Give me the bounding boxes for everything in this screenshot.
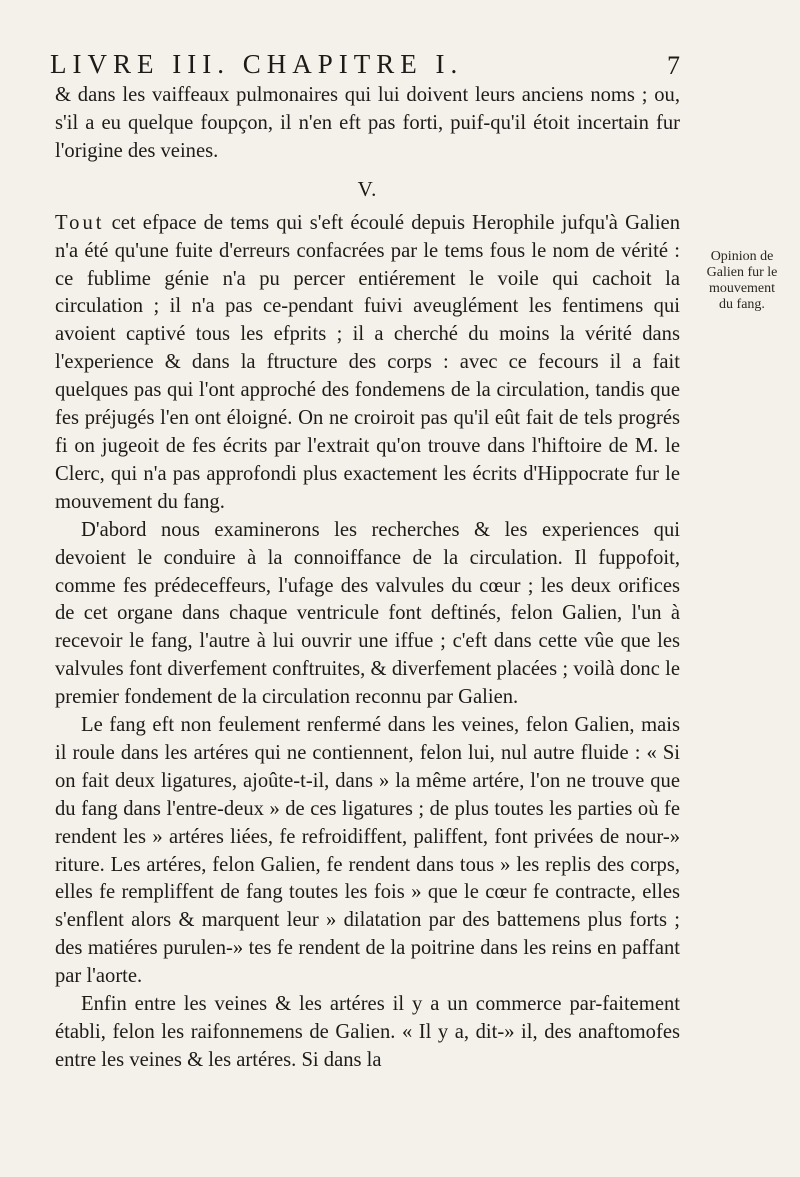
running-head: [50, 44, 680, 84]
paragraph-lead-word: Tout: [55, 211, 105, 234]
marginal-note-line: Galien fur le: [706, 265, 778, 280]
body-text: [55, 82, 680, 1075]
paragraph-section-v-text: cet efpace de tems qui s'eft écoulé depuis Herophile jufqu'à Galien n'a été qu'une fuite d'erreurs confacrées par le tems fous le nom de vérité : ce fublime génie n'a pu percer entiérement le voile qui cachoit la circulation ; il n'a pas ce-pendant fuivi aveuglément les fentimens qui avoient captivé tous les efprits ; il a cherché du moins la vérité dans l'experience & dans la ftructure des corps : avec ce fecours il a fait quelques pas qui l'ont approché des fondemens de la circulation, tandis que fes préjugés l'en ont éloigné. On ne croiroit pas qu'il eût fait de tels progrés fi on jugeoit de fes écrits par l'extrait qu'on trouve dans l'hiftoire de M. le Clerc, qui n'a pas approfondi plus exactement les écrits d'Hippocrate fur le mouvement du fang.: [55, 211, 680, 513]
paragraph-arteries: Le fang eft non feulement renfermé dans les veines, felon Galien, mais il roule dans les artéres qui ne contiennent, felon lui, nul autre fluide : « Si on fait deux ligatures, ajoûte-t-il, dans » la même artére, l'on ne trouve que du fang dans l'entre-deux » de ces ligatures ; de plus toutes les parties où fe rendent les » artéres liées, fe refroidiffent, paliffent, font privées de nour-» riture. Les artéres, felon Galien, fe rendent dans tous » les replis des corps, elles fe rempliffent de fang toutes les fois » que le cœur fe contracte, elles s'enflent alors & marquent leur » dilatation par des battemens plus forts ; des matiéres purulen-» tes fe rendent de la poitrine dans les reins en paffant par l'aorte.: [55, 714, 680, 988]
paragraph-continuation: & dans les vaiffeaux pulmonaires qui lui doivent leurs anciens noms ; ou, s'il a eu quelque foupçon, il n'en eft pas forti, puif-qu'il étoit incertain fur l'origine des veines.: [55, 84, 680, 162]
marginal-note-line: du fang.: [719, 297, 765, 312]
section-number: V.: [357, 176, 378, 201]
paragraph-section-v: [55, 210, 680, 517]
marginal-note-line: Opinion de: [710, 249, 774, 264]
running-title: LIVRE III. CHAPITRE I.: [50, 49, 464, 79]
paragraph-valves: D'abord nous examinerons les recherches & les experiences qui devoient le conduire à la connoiffance de la circulation. Il fuppofoit, comme fes prédeceffeurs, l'ufage des valvules du cœur ; les deux orifices de cet organe dans chaque ventricule font deftinés, felon Galien, l'un à recevoir le fang, l'autre à lui ouvrir une iffue ; c'eft dans cette vûe que les valvules font diverfement conftruites, & diverfement placées ; voilà donc le premier fondement de la circulation reconnu par Galien.: [55, 518, 680, 709]
paragraph-anastomoses: Enfin entre les veines & les artéres il y a un commerce par-faitement établi, felon les raifonnemens de Galien. « Il y a, dit-» il, des anaftomofes entre les veines & les artéres. Si dans la: [55, 993, 680, 1071]
marginal-note-line: mouvement: [708, 281, 776, 296]
page-number: 7: [667, 51, 680, 80]
marginal-note: [694, 249, 790, 313]
